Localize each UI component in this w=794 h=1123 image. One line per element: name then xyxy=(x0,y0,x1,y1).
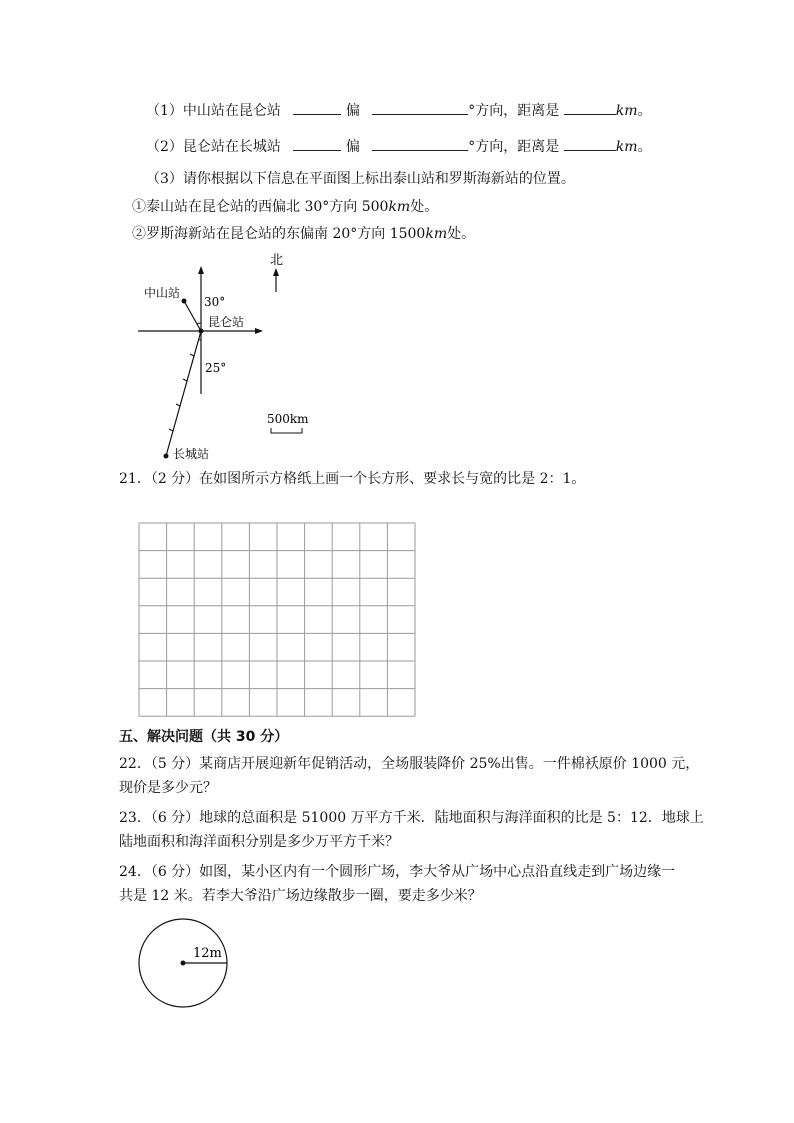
angle-bottom-label: 25° xyxy=(205,361,227,375)
square-grid[interactable] xyxy=(138,522,416,718)
radius-label: 12m xyxy=(193,946,222,961)
axis-vertical-arrow xyxy=(198,266,204,274)
q20-part1-end: 。 xyxy=(637,103,652,119)
kunlun-label: 昆仑站 xyxy=(208,315,245,329)
q21-text: 21．（2 分）在如图所示方格纸上画一个长方形、要求长与宽的比是 2：1。 xyxy=(119,471,586,487)
circle-diagram xyxy=(136,916,232,1012)
axis-horizontal-arrow xyxy=(255,328,263,334)
q20-part3: （3）请你根据以下信息在平面图上标出泰山站和罗斯海新站的位置。 xyxy=(146,171,575,187)
q20-part2 xyxy=(146,136,652,157)
q22-line2: 现价是多少元？ xyxy=(119,780,217,796)
scale-bar xyxy=(271,428,302,433)
tick-mark xyxy=(169,429,173,431)
q20-info1 xyxy=(132,197,438,217)
angle-arc-top xyxy=(197,323,201,324)
q20-part2-end: 。 xyxy=(637,139,652,155)
q20-part2-tail: °方向，距离是 xyxy=(468,139,560,155)
zhongshan-point xyxy=(182,299,187,304)
q20-part2-blank-direction[interactable] xyxy=(293,136,341,151)
q20-part2-blank-distance[interactable] xyxy=(564,136,616,151)
q20-info2-pre: ②罗斯海新站在昆仑站的东偏南 20°方向 1500 xyxy=(132,226,426,242)
changcheng-line xyxy=(166,331,201,456)
q20-part2-unit: km xyxy=(615,139,638,155)
q20-part1-blank-distance[interactable] xyxy=(564,100,616,115)
q22-line1: 22．（5 分）某商店开展迎新年促销活动，全场服装降价 25%出售。一件棉袄原价 1000 元， xyxy=(119,756,700,772)
q20-part2-blank-degree[interactable] xyxy=(372,136,468,151)
scale-label: 500km xyxy=(267,412,309,426)
tick-mark xyxy=(190,354,194,356)
tick-mark xyxy=(176,404,180,406)
center-point xyxy=(181,961,186,966)
north-label: 北 xyxy=(270,253,284,268)
q20-info1-pre: ①泰山站在昆仑站的西偏北 30°方向 500 xyxy=(132,199,389,215)
direction-diagram xyxy=(130,248,330,468)
q24-line2: 共是 12 米。若李大爷沿广场边缘散步一圈，要走多少米？ xyxy=(119,888,482,904)
q23-line1: 23．（6 分）地球的总面积是 51000 万平方千米．陆地面积与海洋面积的比是 5：12．地球上 xyxy=(119,810,704,826)
changcheng-point xyxy=(164,454,169,459)
q20-part1-blank-direction[interactable] xyxy=(293,100,341,115)
q20-part1-unit: km xyxy=(615,103,638,119)
q20-info2-post: 处。 xyxy=(447,226,476,242)
q20-part1-label: （1）中山站在昆仑站 xyxy=(146,103,281,119)
q20-part1 xyxy=(146,100,652,121)
zhongshan-label: 中山站 xyxy=(144,286,181,300)
changcheng-label: 长城站 xyxy=(173,447,210,461)
angle-top-label: 30° xyxy=(204,295,226,309)
q20-info1-unit: km xyxy=(388,199,411,215)
q20-info1-post: 处。 xyxy=(410,199,439,215)
tick-mark xyxy=(183,379,187,381)
q20-info2-unit: km xyxy=(425,226,448,242)
q20-info2 xyxy=(132,224,475,244)
q20-part1-mid: 偏 xyxy=(345,103,360,119)
q24-line1: 24．（6 分）如图，某小区内有一个圆形广场，李大爷从广场中心点沿直线走到广场边缘一 xyxy=(119,864,676,880)
angle-arc-bottom xyxy=(199,340,202,341)
zhongshan-line xyxy=(184,301,201,331)
q20-part2-mid: 偏 xyxy=(345,139,360,155)
section5-title: 五、解决问题（共 30 分） xyxy=(119,729,289,745)
q20-part2-label: （2）昆仑站在长城站 xyxy=(146,139,281,155)
q23-line2: 陆地面积和海洋面积分别是多少万平方千米？ xyxy=(119,834,399,850)
q20-part1-blank-degree[interactable] xyxy=(372,100,468,115)
north-arrow-head xyxy=(273,268,279,276)
q20-part1-tail: °方向，距离是 xyxy=(468,103,560,119)
